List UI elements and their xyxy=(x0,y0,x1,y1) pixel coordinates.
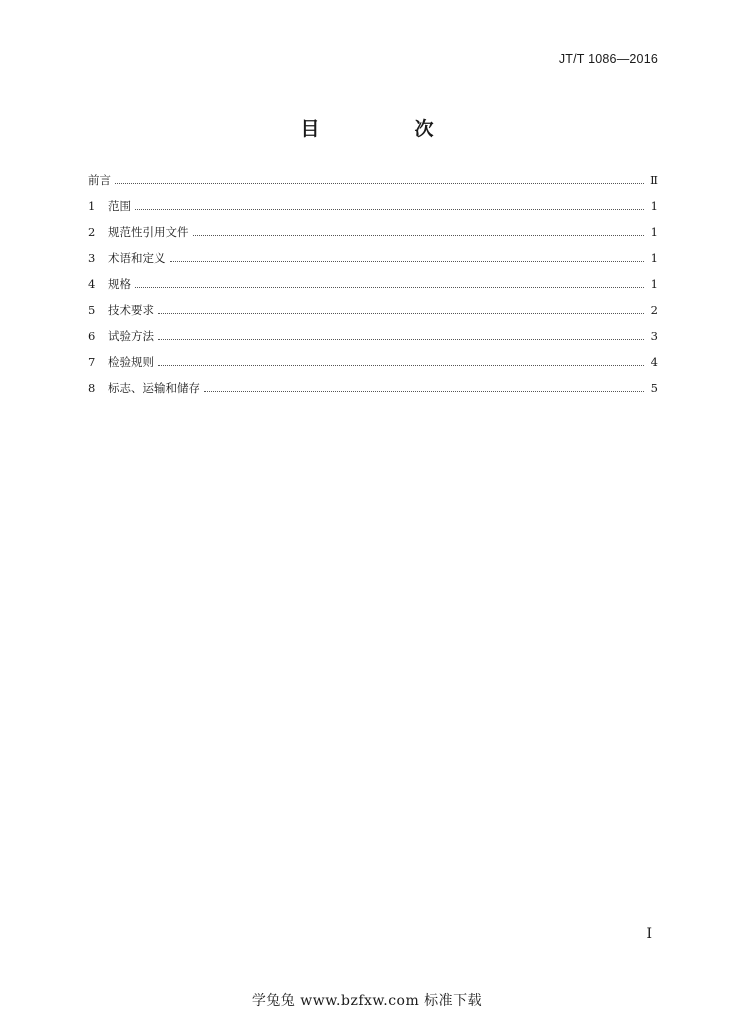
toc-page-number: 1 xyxy=(650,225,658,239)
dot-leader xyxy=(158,365,644,366)
footer-watermark: 学兔兔 www.bzfxw.com 标准下载 xyxy=(251,993,483,1009)
toc-page-number: 1 xyxy=(650,277,658,291)
page-number: I xyxy=(646,926,652,942)
toc-entry-2[interactable] xyxy=(88,224,658,250)
dot-leader xyxy=(135,209,644,210)
toc-section-number: 6 xyxy=(88,329,96,343)
toc-page-number: 1 xyxy=(650,199,658,213)
toc-label: 范围 xyxy=(108,199,131,213)
toc-entry-4[interactable] xyxy=(88,276,658,302)
toc-entry-8[interactable] xyxy=(88,380,658,406)
dot-leader xyxy=(193,235,645,236)
dot-leader xyxy=(115,183,644,184)
dot-leader xyxy=(158,339,644,340)
toc-page-number: 3 xyxy=(650,329,658,343)
toc-label: 标志、运输和储存 xyxy=(108,381,200,395)
toc-section-number: 4 xyxy=(88,277,96,291)
dot-leader xyxy=(158,313,644,314)
toc-label: 检验规则 xyxy=(108,355,154,369)
toc-page-number: 2 xyxy=(650,303,658,317)
toc-label: 前言 xyxy=(88,173,111,187)
toc-page-number: 1 xyxy=(650,251,658,265)
toc-entry-7[interactable] xyxy=(88,354,658,380)
dot-leader xyxy=(170,261,645,262)
toc-entry-3[interactable] xyxy=(88,250,658,276)
toc-section-number: 3 xyxy=(88,251,96,265)
toc-section-number: 8 xyxy=(88,381,96,395)
toc-label: 技术要求 xyxy=(108,303,154,317)
toc-entry-foreword[interactable] xyxy=(88,172,658,198)
standard-code: JT/T 1086—2016 xyxy=(558,52,658,66)
toc-section-number: 2 xyxy=(88,225,96,239)
toc-page-number: 5 xyxy=(650,381,658,395)
toc-section-number: 7 xyxy=(88,355,96,369)
toc-label: 规格 xyxy=(108,277,131,291)
toc-label: 规范性引用文件 xyxy=(108,225,189,239)
toc-page-number: 4 xyxy=(650,355,658,369)
toc-entry-5[interactable] xyxy=(88,302,658,328)
dot-leader xyxy=(204,391,644,392)
toc-entry-6[interactable] xyxy=(88,328,658,354)
toc-label: 术语和定义 xyxy=(108,251,166,265)
toc-label: 试验方法 xyxy=(108,329,154,343)
toc-page-number: Ⅱ xyxy=(650,173,658,187)
dot-leader xyxy=(135,287,644,288)
toc-section-number: 5 xyxy=(88,303,96,317)
toc-section-number: 1 xyxy=(88,199,96,213)
page-title: 目 次 xyxy=(300,118,472,140)
table-of-contents xyxy=(88,172,658,406)
toc-entry-1[interactable] xyxy=(88,198,658,224)
